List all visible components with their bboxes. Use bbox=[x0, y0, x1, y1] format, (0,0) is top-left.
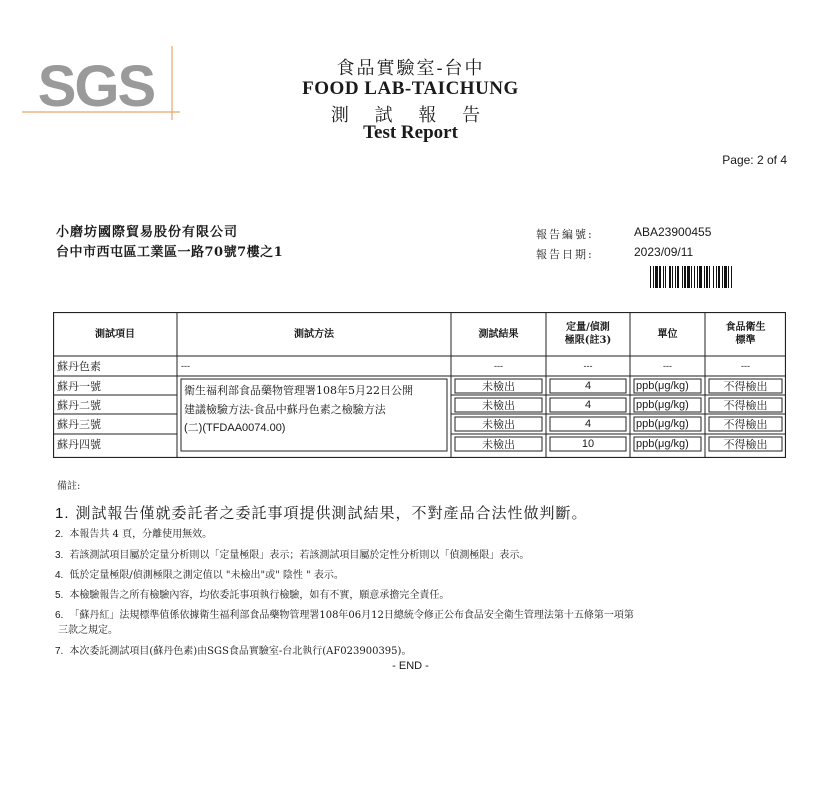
sgs-logo-text: SGS bbox=[37, 54, 155, 119]
page-number: Page: 2 of 4 bbox=[722, 153, 787, 167]
note-item bbox=[55, 566, 344, 581]
report-date-value: 2023/09/11 bbox=[634, 245, 694, 259]
barcode-bar bbox=[650, 266, 651, 288]
barcode-bar bbox=[669, 266, 671, 288]
note-number: 3. bbox=[55, 550, 64, 561]
row-unit: ppb(μg/kg) bbox=[636, 438, 689, 450]
row-limit: --- bbox=[583, 361, 593, 371]
note-number: 4. bbox=[55, 570, 64, 581]
row-unit: ppb(μg/kg) bbox=[636, 398, 689, 411]
note-number: 6. bbox=[55, 610, 64, 621]
row-limit: 4 bbox=[584, 418, 592, 430]
header-limit: 定量/偵測 極限(註3) bbox=[564, 322, 612, 346]
row-item: 蘇丹四號 bbox=[57, 438, 101, 451]
row-standard: 不得檢出 bbox=[723, 418, 768, 431]
report-title-cn: 測 試 報 告 bbox=[330, 105, 491, 126]
barcode-bar bbox=[694, 266, 695, 288]
report-title-en: Test Report bbox=[363, 122, 458, 143]
row-item: 蘇丹一號 bbox=[57, 379, 101, 393]
header-test-item: 測試項目 bbox=[95, 328, 135, 340]
row-unit: ppb(μg/kg) bbox=[636, 418, 689, 430]
barcode-bar bbox=[653, 266, 654, 288]
barcode-bar bbox=[691, 266, 692, 288]
end-marker: - END - bbox=[392, 660, 429, 672]
method-description bbox=[184, 381, 448, 438]
barcode-bar bbox=[675, 266, 676, 288]
row-result: --- bbox=[494, 361, 503, 371]
note-text: 「蘇丹紅」法規標準值係依據衛生福利部食品藥物管理署108年06月12日總統令修正公布食品安全衛生管理法第十五條第一項第 bbox=[69, 610, 634, 621]
lab-name-en: FOOD LAB-TAICHUNG bbox=[302, 78, 519, 99]
row-limit: 10 bbox=[581, 438, 595, 450]
notes-title: 備註: bbox=[57, 481, 81, 492]
report-date-label: 報告日期: bbox=[536, 248, 594, 261]
row-method: --- bbox=[181, 361, 190, 371]
header-unit: 單位 bbox=[657, 328, 678, 340]
row-limit: 4 bbox=[584, 398, 592, 411]
barcode-bar bbox=[672, 266, 673, 288]
row-standard: --- bbox=[741, 361, 750, 371]
note-number: 7. bbox=[55, 646, 64, 657]
note-item bbox=[55, 586, 449, 601]
note-item bbox=[55, 606, 634, 621]
note-number: 2. bbox=[55, 529, 64, 540]
barcode-bar bbox=[724, 266, 727, 288]
note-item bbox=[55, 546, 529, 561]
barcode-bar bbox=[697, 266, 698, 288]
row-result: 未檢出 bbox=[482, 418, 515, 431]
row-standard: 不得檢出 bbox=[723, 438, 768, 451]
report-no-label: 報告編號: bbox=[536, 228, 594, 241]
row-standard: 不得檢出 bbox=[723, 398, 768, 412]
row-unit: --- bbox=[663, 361, 672, 371]
barcode bbox=[650, 266, 780, 288]
results-table bbox=[53, 312, 786, 458]
barcode-bar bbox=[684, 266, 686, 288]
row-standard: 不得檢出 bbox=[723, 379, 768, 393]
row-item: 蘇丹二號 bbox=[57, 398, 101, 412]
method-line: 建議檢驗方法-食品中蘇丹色素之檢驗方法 bbox=[184, 403, 386, 416]
barcode-bar bbox=[716, 266, 717, 288]
client-address: 台中市西屯區工業區一路70號7樓之1 bbox=[56, 245, 284, 260]
barcode-bar bbox=[659, 266, 661, 288]
barcode-bar bbox=[687, 266, 690, 288]
barcode-bar bbox=[665, 266, 666, 288]
lab-name-cn: 食品實驗室-台中 bbox=[336, 58, 485, 79]
header-standard: 食品衛生 標準 bbox=[725, 322, 766, 346]
barcode-bar bbox=[728, 266, 729, 288]
method-line: (二)(TFDAA0074.00) bbox=[184, 422, 286, 434]
client-name: 小磨坊國際貿易股份有限公司 bbox=[56, 225, 239, 240]
barcode-bar bbox=[663, 266, 664, 288]
method-line: 衛生福利部食品藥物管理署108年5月22日公開 bbox=[184, 384, 413, 397]
note-item bbox=[55, 525, 212, 540]
header-result: 測試結果 bbox=[478, 328, 519, 340]
barcode-bar bbox=[718, 266, 720, 288]
note-item bbox=[55, 642, 411, 657]
note-text: 若該測試項目屬於定量分析則以「定量極限」表示；若該測試項目屬於定性分析則以「偵測極限」表示。 bbox=[69, 550, 530, 561]
barcode-bar bbox=[677, 266, 679, 288]
note-number: 1. bbox=[55, 505, 70, 522]
row-unit: ppb(μg/kg) bbox=[636, 379, 689, 392]
row-item: 蘇丹三號 bbox=[57, 418, 101, 431]
note-text: 本報告共 4 頁，分離使用無效。 bbox=[69, 529, 213, 540]
note-item bbox=[55, 502, 588, 523]
note-text: 測試報告僅就委託者之委託事項提供測試結果，不對產品合法性做判斷。 bbox=[75, 504, 588, 522]
barcode-bar bbox=[706, 266, 708, 288]
note-text: 本檢驗報告之所有檢驗內容，均依委託事項執行檢驗，如有不實，願意承擔完全責任。 bbox=[69, 590, 450, 601]
row-item: 蘇丹色素 bbox=[57, 360, 101, 373]
row-result: 未檢出 bbox=[482, 379, 515, 393]
note-number: 5. bbox=[55, 590, 64, 601]
note-text: 低於定量極限/偵測極限之測定值以 "未檢出"或" 陰性 " 表示。 bbox=[69, 570, 344, 581]
barcode-bar bbox=[655, 266, 658, 288]
report-no-value: ABA23900455 bbox=[634, 225, 712, 239]
barcode-bar bbox=[699, 266, 702, 288]
note-continuation: 三款之規定。 bbox=[58, 625, 118, 636]
header-test-method: 測試方法 bbox=[294, 328, 334, 340]
barcode-bar bbox=[713, 266, 714, 288]
note-text: 本次委託測試項目(蘇丹色素)由SGS食品實驗室-台北執行(AF023900395)。 bbox=[69, 646, 412, 657]
barcode-bar bbox=[709, 266, 710, 288]
barcode-bar bbox=[682, 266, 683, 288]
row-result: 未檢出 bbox=[482, 398, 515, 412]
row-result: 未檢出 bbox=[482, 438, 515, 451]
row-limit: 4 bbox=[584, 379, 592, 392]
barcode-bar bbox=[731, 266, 732, 288]
barcode-bar bbox=[722, 266, 723, 288]
barcode-bar bbox=[704, 266, 705, 288]
